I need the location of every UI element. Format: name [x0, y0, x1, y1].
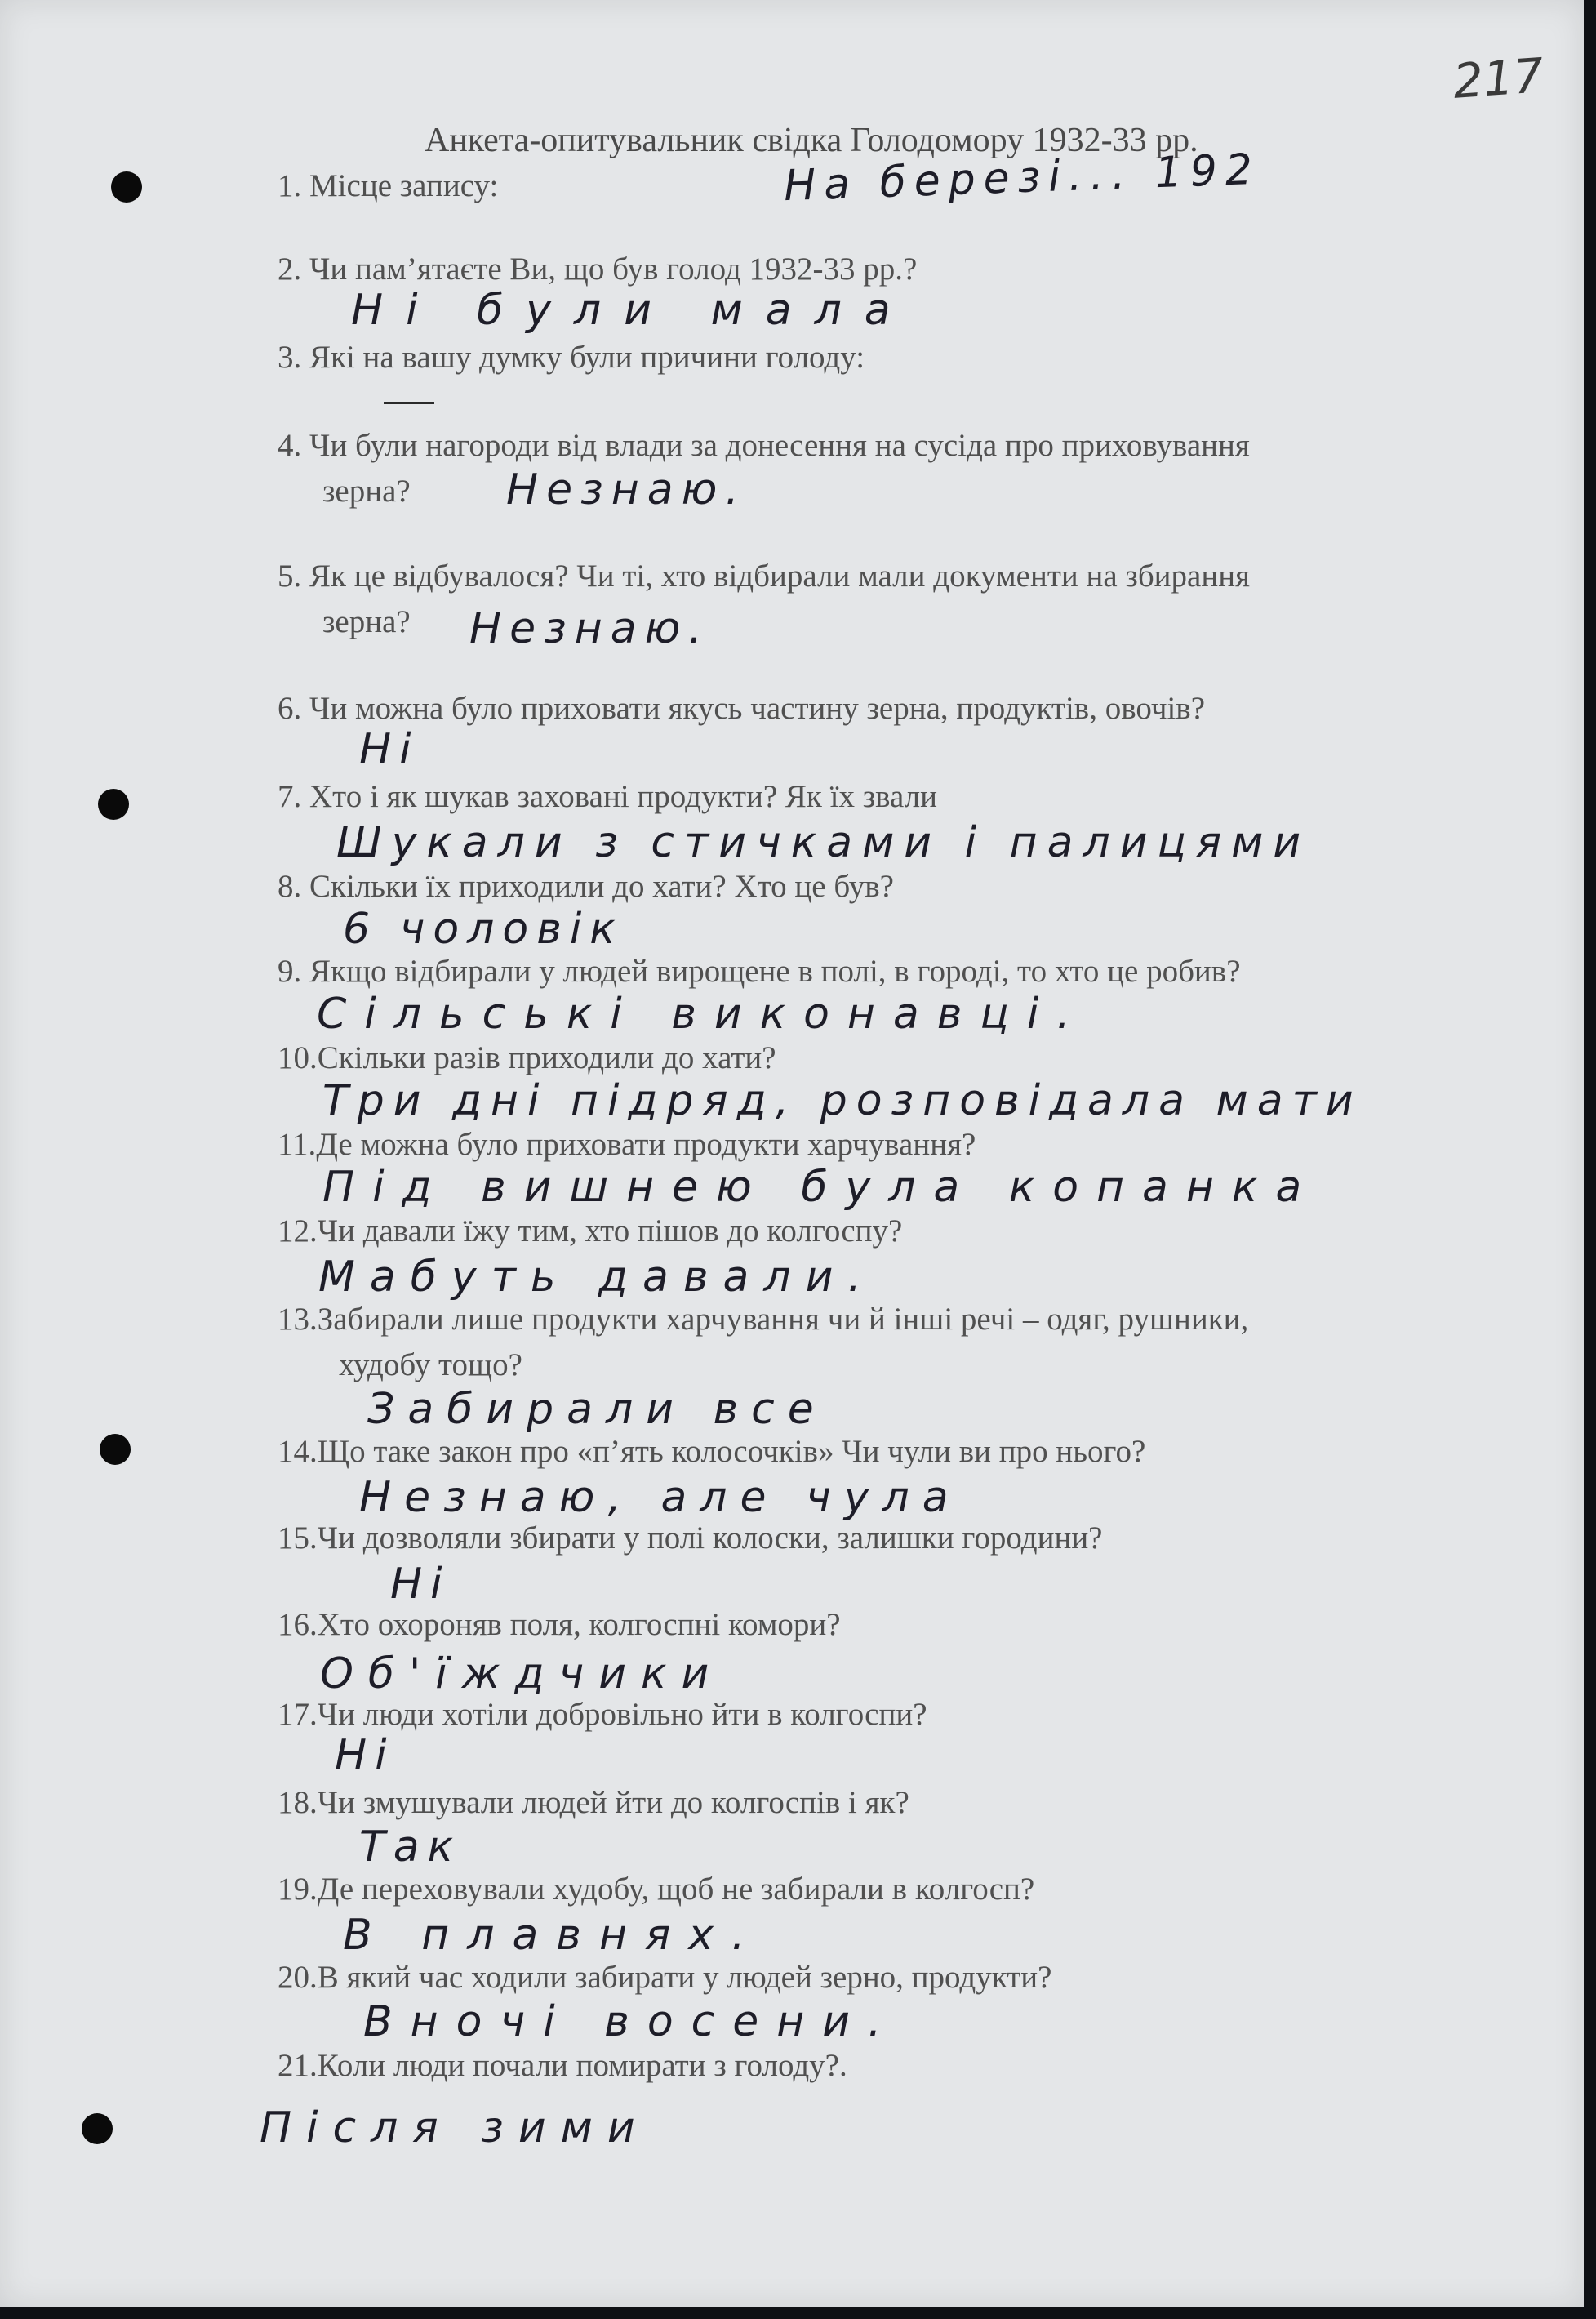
- question-text: Чи дозволяли збирати у полі колоски, залишки городини?: [317, 1520, 1103, 1556]
- answer-16: Об'їждчики: [320, 1649, 724, 1698]
- question-text: Чи змушували людей йти до колгоспів і як?: [317, 1785, 909, 1820]
- question-number: 18.: [278, 1785, 318, 1820]
- punch-hole-1: [111, 171, 142, 203]
- answer-2: Ні були мала: [351, 286, 914, 335]
- answer-12: Мабуть давали.: [318, 1253, 876, 1302]
- question-13: [278, 1297, 1248, 1388]
- question-text: Які на вашу думку були причини голоду:: [309, 340, 865, 375]
- answer-8: 6 чоловік: [343, 905, 624, 954]
- answer-3-dash: [384, 402, 434, 404]
- question-text-cont: зерна?: [322, 474, 411, 509]
- question-number: 13.: [278, 1302, 318, 1337]
- question-number: 20.: [278, 1960, 318, 1995]
- question-21: [278, 2043, 847, 2089]
- answer-7: Шукали з стичками і палицями: [336, 818, 1311, 867]
- question-text: Що таке закон про «п’ять колосочків» Чи чули ви про нього?: [317, 1434, 1146, 1469]
- answer-18: Так: [359, 1823, 462, 1872]
- punch-hole-2: [98, 789, 129, 820]
- answer-9: Сільські виконавці.: [317, 990, 1088, 1039]
- scan-border-bottom: [0, 2307, 1596, 2319]
- question-number: 9.: [278, 954, 302, 989]
- punch-hole-3: [100, 1434, 131, 1465]
- answer-17: Ні: [335, 1731, 395, 1780]
- form-title: Анкета-опитувальник свідка Голодомору 1932-33 рр.: [425, 122, 1198, 159]
- question-8: [278, 864, 894, 910]
- question-1: [278, 163, 498, 209]
- answer-19: В плавнях.: [343, 1911, 763, 1960]
- question-number: 21.: [278, 2048, 318, 2083]
- page-number: 217: [1451, 47, 1545, 109]
- question-number: 12.: [278, 1213, 318, 1249]
- answer-5: Незнаю.: [469, 604, 710, 653]
- question-text: Як це відбувалося? Чи ті, хто відбирали мали документи на збирання: [309, 559, 1251, 594]
- question-text: Коли люди почали помирати з голоду?.: [317, 2048, 847, 2083]
- question-text: Якщо відбирали у людей вирощене в полі, в городі, то хто це робив?: [309, 954, 1241, 989]
- question-number: 16.: [278, 1607, 318, 1642]
- question-text: Чи були нагороди від влади за донесення на сусіда про приховування: [309, 428, 1250, 463]
- question-3: [278, 335, 865, 381]
- question-19: [278, 1867, 1034, 1912]
- question-11: [278, 1122, 976, 1168]
- question-10: [278, 1035, 776, 1081]
- question-12: [278, 1208, 902, 1254]
- question-14: [278, 1429, 1145, 1475]
- question-text: Чи можна було приховати якусь частину зерна, продуктів, овочів?: [309, 691, 1206, 726]
- question-7: [278, 774, 937, 820]
- question-text: В який час ходили забирати у людей зерно, продукти?: [317, 1960, 1052, 1995]
- punch-hole-4: [82, 2113, 113, 2144]
- question-text: Забирали лише продукти харчування чи й інші речі – одяг, рушники,: [317, 1302, 1249, 1337]
- question-text: Де можна було приховати продукти харчування?: [316, 1127, 976, 1162]
- answer-4: Незнаю.: [506, 465, 747, 514]
- question-number: 11.: [278, 1127, 317, 1162]
- question-text: Скільки їх приходили до хати? Хто це був?: [309, 869, 894, 904]
- question-text: Місце запису:: [309, 168, 499, 203]
- question-number: 4.: [278, 428, 302, 463]
- answer-11: Під вишнею була копанка: [322, 1163, 1320, 1212]
- answer-10: Три дні підряд, розповідала мати: [322, 1076, 1363, 1125]
- answer-13: Забирали все: [367, 1385, 827, 1434]
- answer-20: Вночі восени.: [363, 1997, 900, 2046]
- question-text-cont: зерна?: [322, 604, 411, 639]
- question-number: 10.: [278, 1040, 318, 1075]
- question-text: Чи давали їжу тим, хто пішов до колгоспу?: [317, 1213, 903, 1249]
- question-number: 3.: [278, 340, 302, 375]
- question-number: 7.: [278, 779, 302, 814]
- question-9: [278, 949, 1241, 995]
- question-text: Хто і як шукав заховані продукти? Як їх звали: [309, 779, 938, 814]
- scan-border-right: [1584, 0, 1596, 2319]
- question-text: Скільки разів приходили до хати?: [317, 1040, 776, 1075]
- question-5: [278, 554, 1250, 645]
- question-20: [278, 1955, 1051, 2001]
- question-18: [278, 1780, 909, 1826]
- question-number: 17.: [278, 1697, 318, 1732]
- answer-15: Ні: [390, 1560, 451, 1609]
- question-16: [278, 1602, 841, 1648]
- question-number: 6.: [278, 691, 302, 726]
- question-15: [278, 1516, 1103, 1561]
- question-text: Чи люди хотіли добровільно йти в колгоспи?: [317, 1697, 927, 1732]
- question-4: [278, 423, 1250, 514]
- question-number: 1.: [278, 168, 302, 203]
- question-text: Чи пам’ятаєте Ви, що був голод 1932-33 рр.?: [309, 251, 918, 287]
- answer-6: Ні: [359, 725, 420, 774]
- question-text: Хто охороняв поля, колгоспні комори?: [317, 1607, 841, 1642]
- question-number: 2.: [278, 251, 302, 287]
- question-text: Де переховували худобу, щоб не забирали в колгосп?: [317, 1872, 1035, 1907]
- question-number: 14.: [278, 1434, 318, 1469]
- answer-1: На березі... 192: [783, 145, 1261, 211]
- question-number: 5.: [278, 559, 302, 594]
- question-text-cont: худобу тощо?: [339, 1347, 522, 1382]
- answer-21: Після зими: [260, 2103, 650, 2152]
- question-number: 19.: [278, 1872, 318, 1907]
- question-number: 8.: [278, 869, 302, 904]
- answer-14: Незнаю, але чула: [359, 1473, 962, 1522]
- question-number: 15.: [278, 1520, 318, 1556]
